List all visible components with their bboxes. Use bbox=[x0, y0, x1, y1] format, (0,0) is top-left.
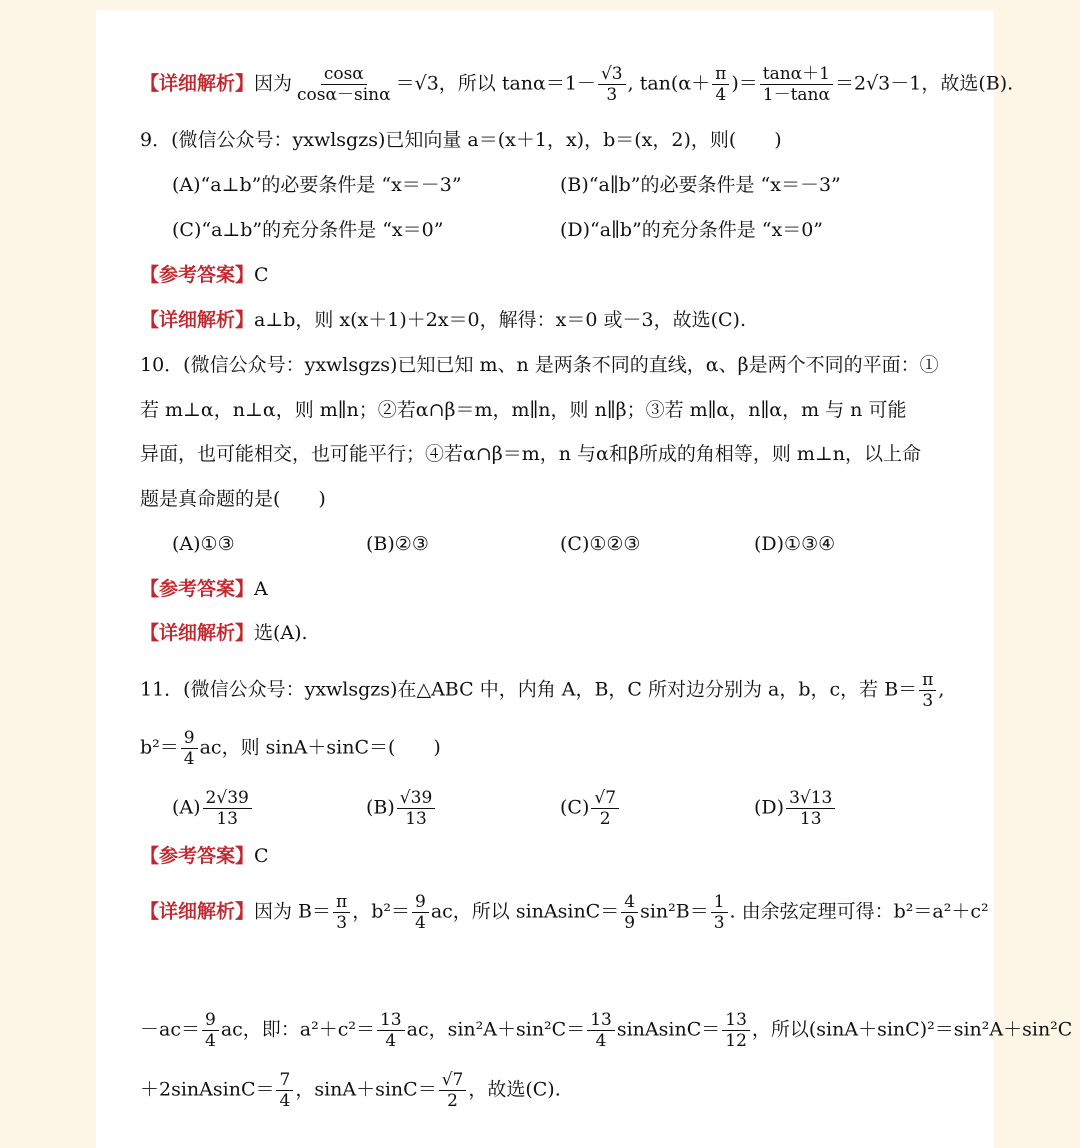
fraction: $\frac{\cos\alpha}{\cos\alpha-\sin\alpha}$ bbox=[297, 64, 391, 105]
q9-option-b: (B)“a∥b”的必要条件是 “x＝－3” bbox=[560, 174, 841, 196]
q8-analysis: 【详细解析】因为 $\frac{\cos\alpha}{\cos\alpha-\sin\alpha}$ ＝√3，所以 tanα＝1－ $\frac{√3}{3}$ , tan(α＋ $\frac{\pi}{4}$ )＝ $\frac{\tan\alpha+1}{1-\tan\alpha}$ ＝2√3－1，故选(B). bbox=[140, 64, 1014, 105]
q9-stem: 9．(微信公众号：yxwlsgzs)已知向量 a＝(x＋1，x)，b＝(x，2)，则( ) bbox=[140, 129, 782, 151]
q10-option-a: (A)①③ bbox=[172, 533, 235, 555]
fraction: $\frac{9}{4}$ bbox=[181, 728, 198, 769]
q9-option-c: (C)“a⊥b”的充分条件是 “x＝0” bbox=[172, 219, 444, 241]
q10-stem-line4: 题是真命题的是( ) bbox=[140, 488, 326, 510]
q10-analysis: 【详细解析】选(A). bbox=[140, 622, 308, 644]
q11-stem-line1: 11．(微信公众号：yxwlsgzs)在△ABC 中，内角 A，B，C 所对边分别为 a，b，c，若 B＝ $\frac{\pi}{3}$ , bbox=[140, 670, 945, 711]
fraction: $\frac{√3}{3}$ bbox=[598, 64, 626, 105]
q11-analysis-line1: 【详细解析】因为 B＝ $\frac{\pi}{3}$ ，b²＝ $\frac{9}{4}$ ac，所以 sinAsinC＝ $\frac{4}{9}$ sin²B＝ $\frac{1}{3}$ . 由余弦定理可得：b²＝a²＋c² bbox=[140, 892, 989, 933]
q10-option-c: (C)①②③ bbox=[560, 533, 641, 555]
q9-analysis: 【详细解析】a⊥b，则 x(x＋1)＋2x＝0，解得：x＝0 或－3，故选(C). bbox=[140, 309, 746, 331]
fraction: $\frac{\tan\alpha+1}{1-\tan\alpha}$ bbox=[760, 64, 833, 105]
fraction: $\frac{\pi}{3}$ bbox=[919, 670, 936, 711]
q11-option-c: (C) $\frac{√7}{2}$ bbox=[560, 788, 621, 829]
q11-option-d: (D) $\frac{3√13}{13}$ bbox=[754, 788, 837, 829]
q10-option-b: (B)②③ bbox=[366, 533, 429, 555]
q10-stem-line1: 10．(微信公众号：yxwlsgzs)已知已知 m、n 是两条不同的直线，α、β是两个不同的平面：① bbox=[140, 354, 939, 376]
q10-stem-line3: 异面，也可能相交，也可能平行；④若α∩β＝m，n 与α和β所成的角相等，则 m⊥n，以上命 bbox=[140, 443, 922, 465]
q10-stem-line2: 若 m⊥α，n⊥α，则 m∥n；②若α∩β＝m，m∥n，则 n∥β；③若 m∥α，n∥α，m 与 n 可能 bbox=[140, 399, 907, 421]
q9-option-a: (A)“a⊥b”的必要条件是 “x＝－3” bbox=[172, 174, 462, 196]
q10-answer: 【参考答案】A bbox=[140, 578, 268, 600]
analysis-label: 【详细解析】 bbox=[140, 72, 255, 95]
q11-stem-line2: b²＝ $\frac{9}{4}$ ac，则 sinA＋sinC＝( ) bbox=[140, 728, 441, 769]
q10-option-d: (D)①③④ bbox=[754, 533, 836, 555]
q9-answer: 【参考答案】C bbox=[140, 264, 269, 286]
q11-analysis-line3: ＋2sinAsinC＝ $\frac{7}{4}$ ，sinA＋sinC＝ $\frac{√7}{2}$ ，故选(C). bbox=[140, 1070, 561, 1111]
q11-analysis-line2: －ac＝ $\frac{9}{4}$ ac，即：a²＋c²＝ $\frac{13}{4}$ ac，sin²A＋sin²C＝ $\frac{13}{4}$ sinAsinC＝ $\frac{13}{12}$ ，所以(sinA＋sinC)²＝sin²A＋sin²C bbox=[140, 1010, 1073, 1051]
q11-option-a: (A) $\frac{2√39}{13}$ bbox=[172, 788, 254, 829]
q11-answer: 【参考答案】C bbox=[140, 845, 269, 867]
q11-option-b: (B) $\frac{√39}{13}$ bbox=[366, 788, 437, 829]
q9-option-d: (D)“a∥b”的充分条件是 “x＝0” bbox=[560, 219, 824, 241]
fraction: $\frac{\pi}{4}$ bbox=[712, 64, 729, 105]
